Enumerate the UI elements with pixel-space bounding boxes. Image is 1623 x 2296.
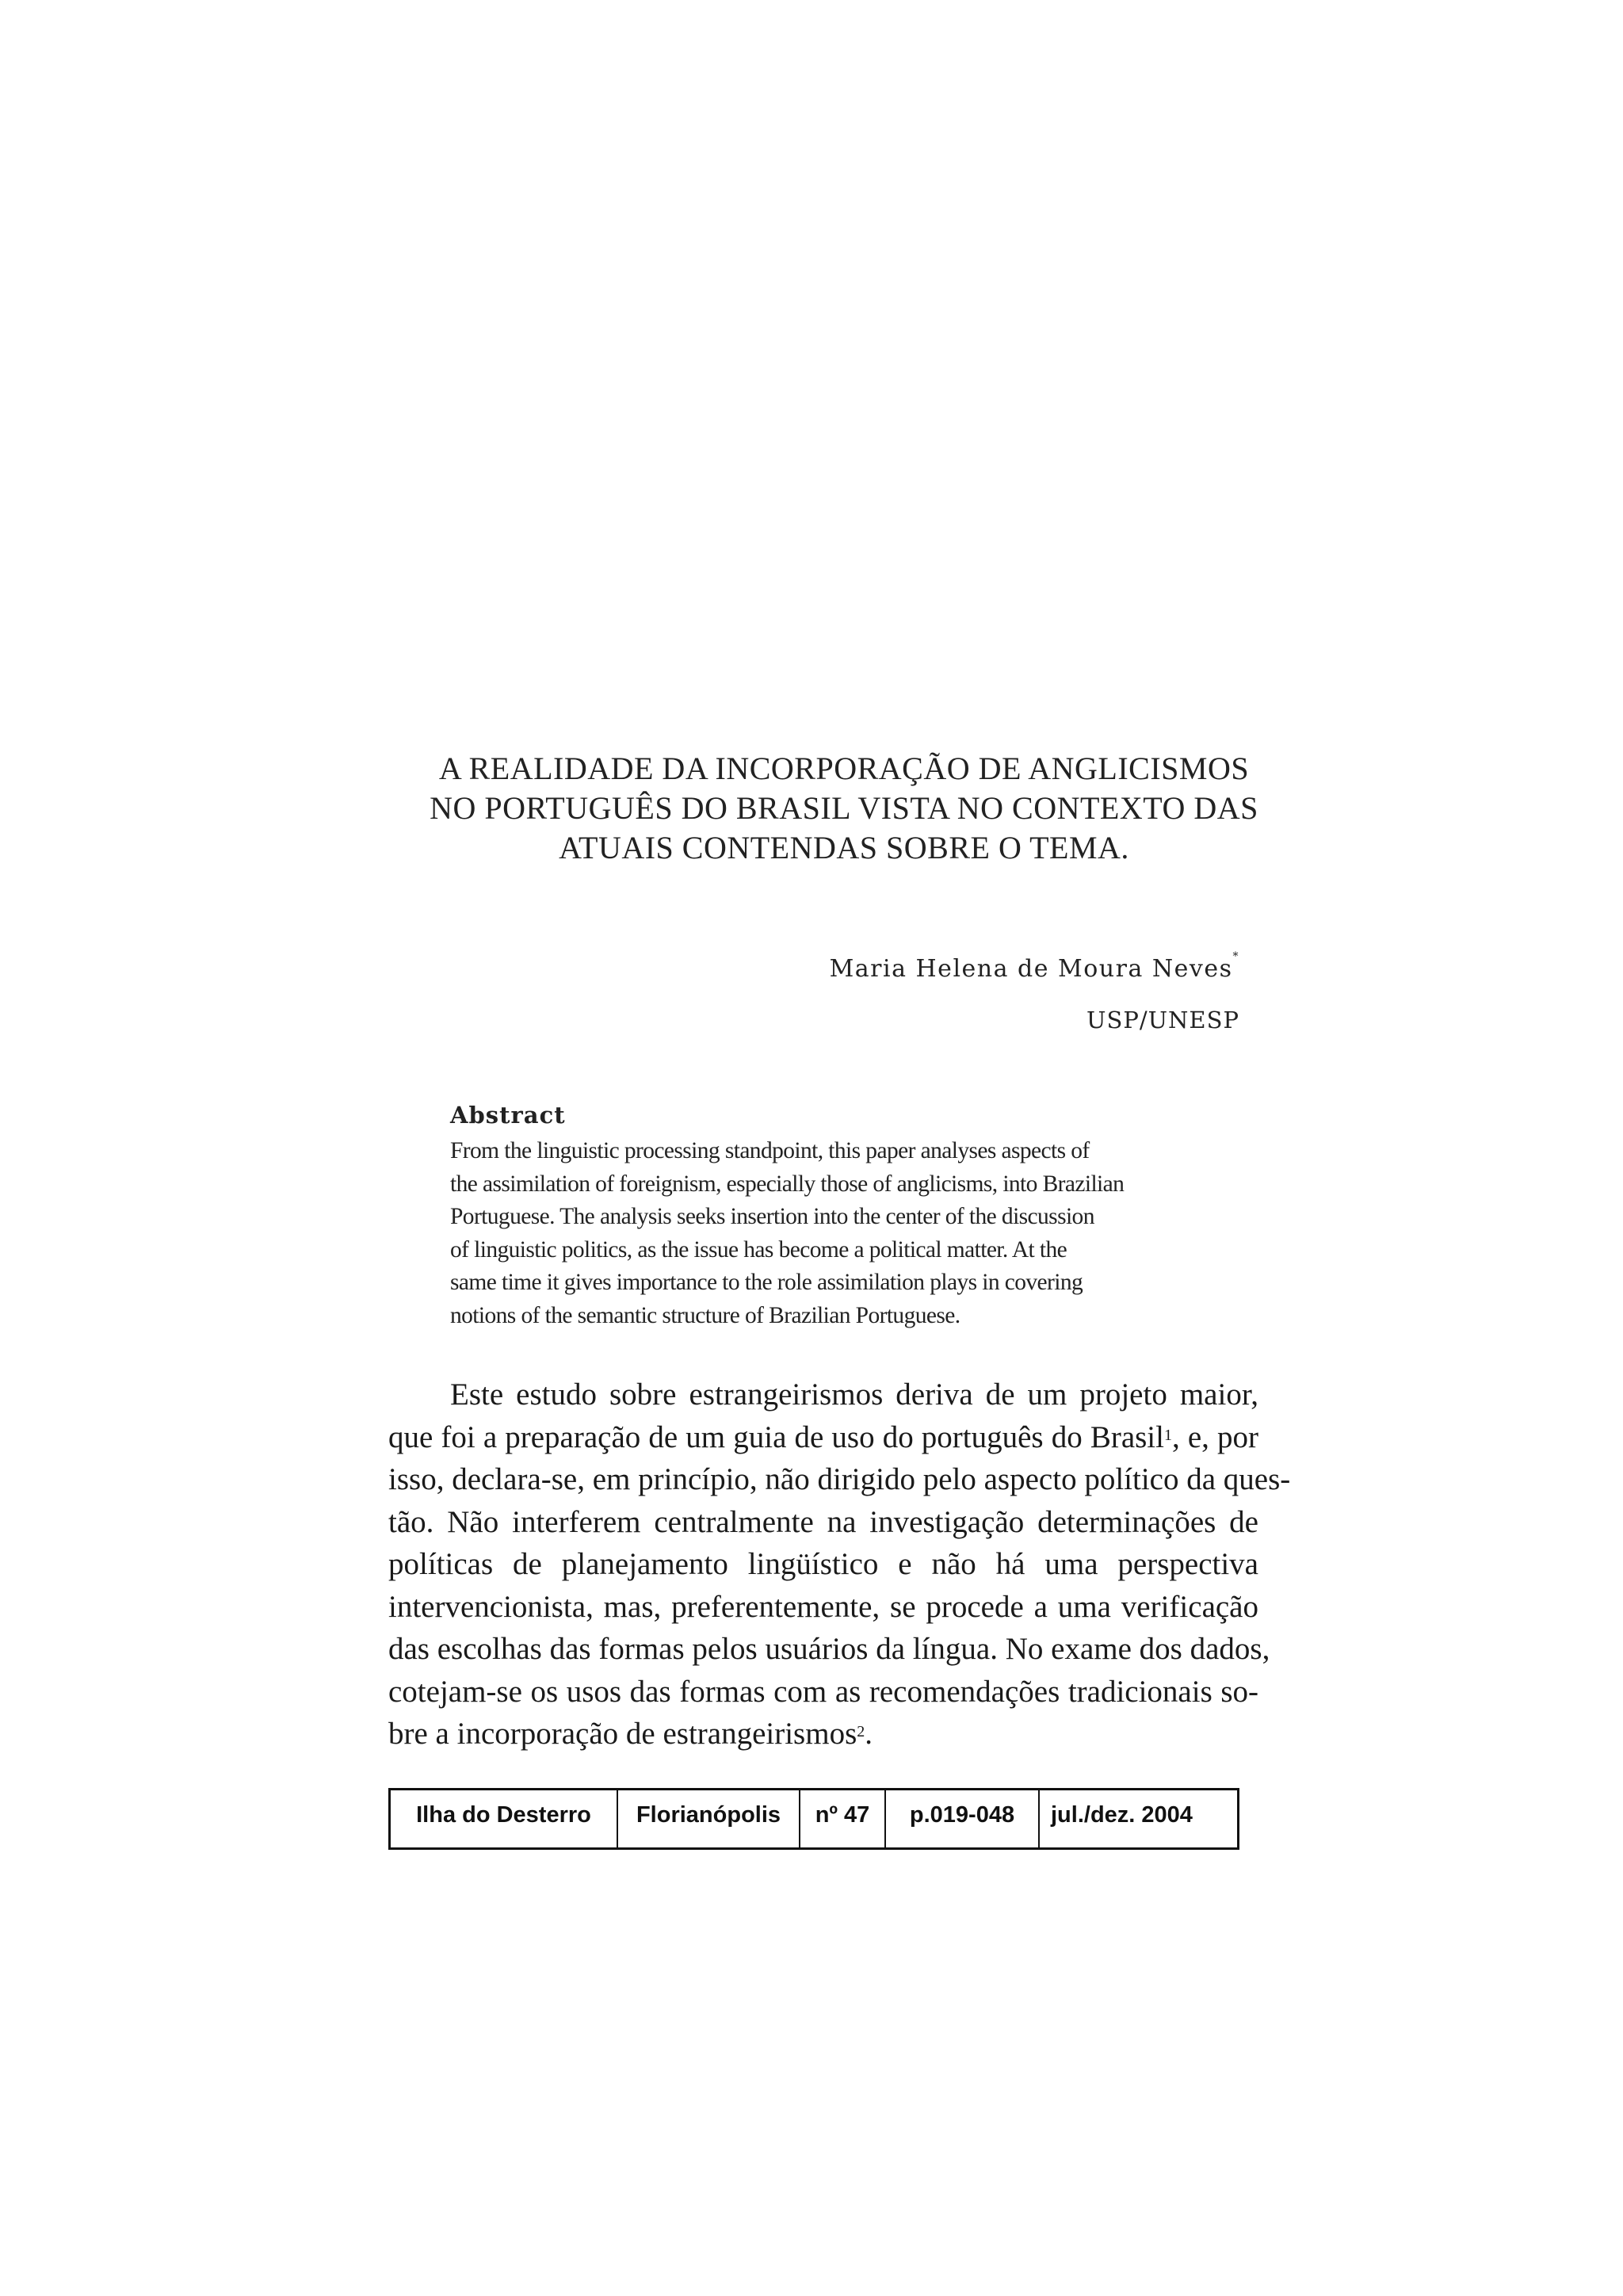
- citation-date: jul./dez. 2004: [1051, 1801, 1193, 1828]
- body-line-text: que foi a preparação de um guia de uso do português do Brasil: [388, 1419, 1164, 1454]
- body-line-text: bre a incorporação de estrangeirismos: [388, 1717, 857, 1751]
- citation-box: [388, 1788, 1239, 1850]
- abstract-line: of linguistic politics, as the issue has become a political matter. At the: [450, 1236, 1067, 1263]
- citation-city: Florianópolis: [618, 1790, 800, 1847]
- body-line: das escolhas das formas pelos usuários da língua. No exame dos dados,: [388, 1632, 1270, 1666]
- body-line-text: , e, por: [1171, 1419, 1258, 1454]
- body-paragraph: [388, 1373, 1291, 1755]
- citation-pages: p.019-048: [886, 1790, 1040, 1847]
- abstract-line: same time it gives importance to the role assimilation plays in covering: [450, 1270, 1083, 1295]
- body-line: cotejam-se os usos das formas com as recomendações tradicionais so-: [388, 1674, 1258, 1709]
- body-line: isso, declara-se, em princípio, não dirigido pelo aspecto político da ques-: [388, 1462, 1291, 1496]
- body-line: políticas de planejamento lingüístico e não há uma perspectiva: [388, 1547, 1258, 1581]
- title-line-2: NO PORTUGUÊS DO BRASIL VISTA NO CONTEXTO DAS: [430, 790, 1258, 826]
- body-line: tão. Não interferem centralmente na investigação determinações de: [388, 1504, 1258, 1539]
- abstract-line: notions of the semantic structure of Brazilian Portuguese.: [450, 1302, 960, 1328]
- author-affiliation: USP/UNESP: [1086, 1007, 1239, 1033]
- body-line-text: .: [865, 1717, 873, 1751]
- body-line: intervencionista, mas, preferentemente, se procede a uma verificação: [388, 1589, 1258, 1624]
- body-line: Este estudo sobre estrangeirismos deriva de um projeto maior,: [450, 1377, 1258, 1412]
- abstract-body: [450, 1135, 1187, 1332]
- abstract-heading: Abstract: [450, 1102, 566, 1129]
- abstract-line: the assimilation of foreignism, especially those of anglicisms, into Brazilian: [450, 1171, 1125, 1197]
- body-line: [388, 1713, 1258, 1755]
- article-title: [388, 749, 1300, 868]
- abstract-line: From the linguistic processing standpoint, this paper analyses aspects of: [450, 1138, 1090, 1163]
- author-footnote-mark: *: [1232, 950, 1239, 963]
- title-line-3: ATUAIS CONTENDAS SOBRE O TEMA.: [559, 830, 1129, 865]
- citation-issue: nº 47: [800, 1790, 886, 1847]
- footnote-ref-2[interactable]: 2: [857, 1723, 865, 1740]
- citation-journal: Ilha do Desterro: [391, 1790, 618, 1847]
- author-name-text: Maria Helena de Moura Neves: [829, 955, 1233, 983]
- abstract-line: Portuguese. The analysis seeks insertion into the center of the discussion: [450, 1204, 1094, 1229]
- body-line: [388, 1416, 1258, 1459]
- author-name: [713, 950, 1239, 983]
- title-line-1: A REALIDADE DA INCORPORAÇÃO DE ANGLICISMOS: [438, 751, 1250, 786]
- footnote-ref-1[interactable]: 1: [1163, 1426, 1172, 1444]
